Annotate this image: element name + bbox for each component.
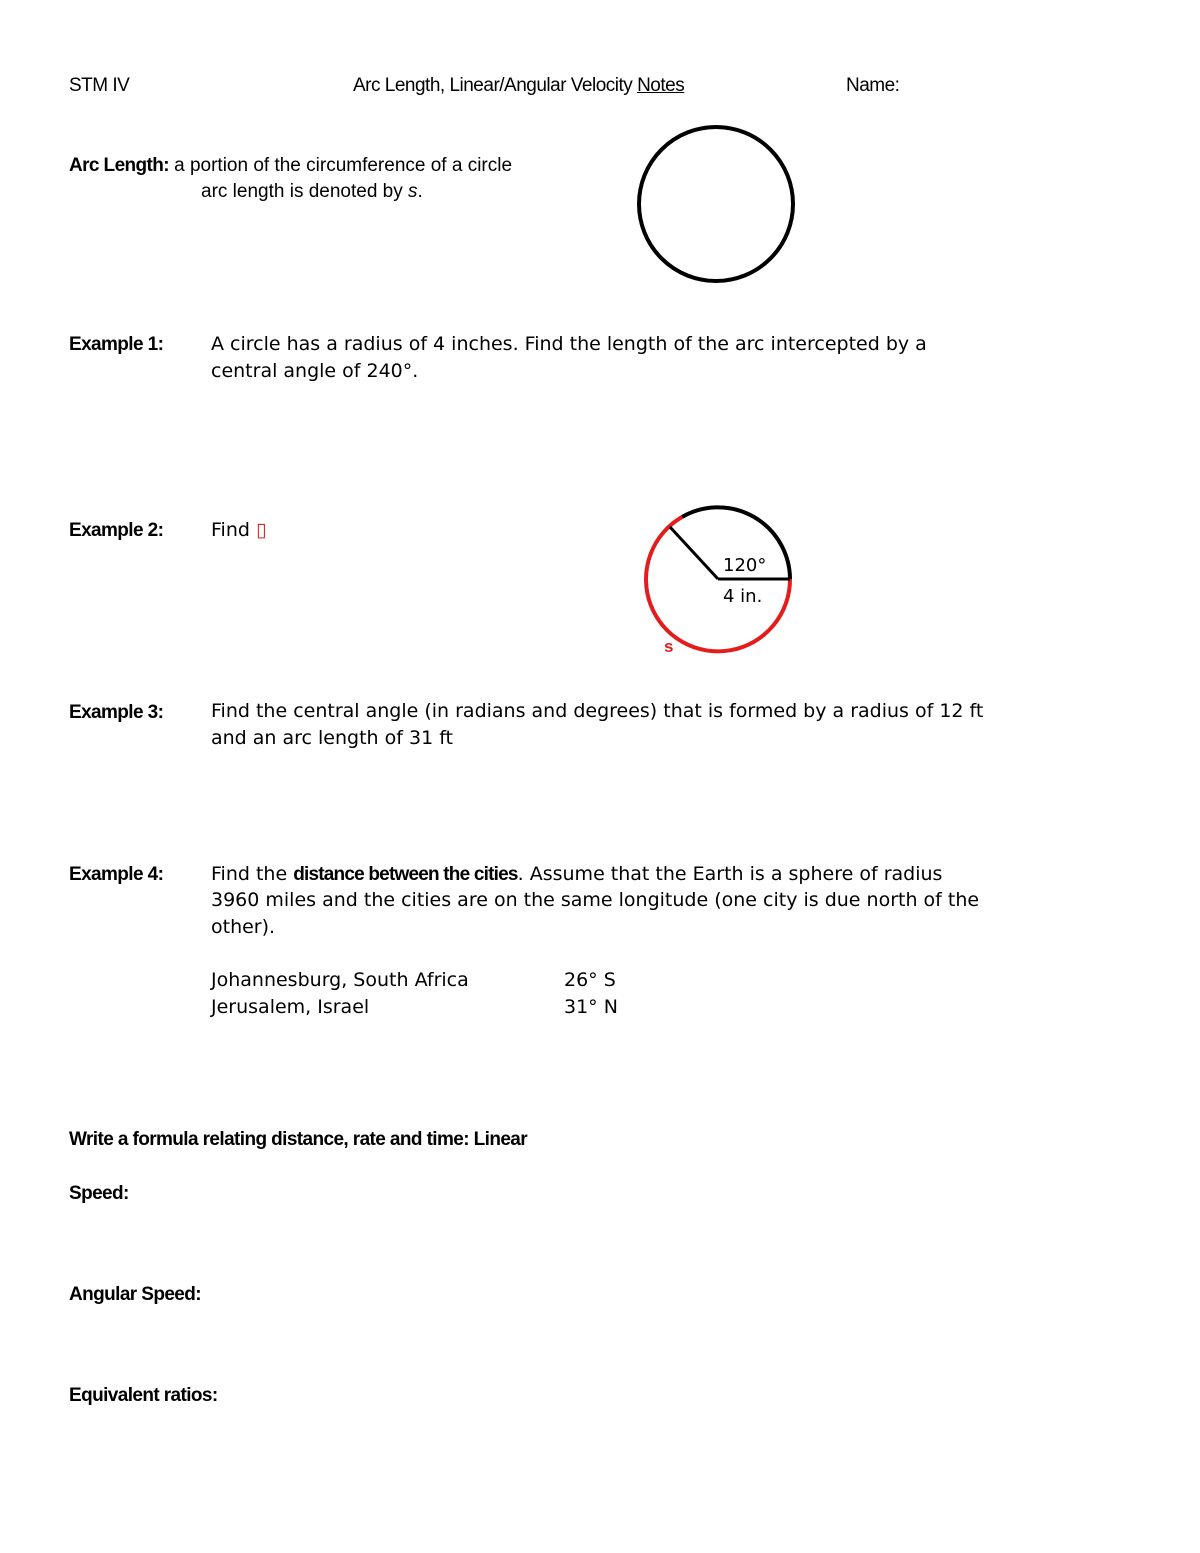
notation-suffix: . <box>417 181 423 202</box>
formula-prompt: Write a formula relating distance, rate and time: Linear <box>69 1129 528 1150</box>
major-arc-s <box>646 517 790 651</box>
angular-speed-label: Angular Speed: <box>69 1284 202 1305</box>
example4-prefix: Find the <box>211 863 294 885</box>
equivalent-ratios-label: Equivalent ratios: <box>69 1385 218 1406</box>
arc-length-text: a portion of the circumference of a circle <box>174 155 513 176</box>
example2-find: Find <box>211 519 256 541</box>
example2-label: Example 2: <box>69 520 164 541</box>
radius-label: 4 in. <box>723 586 763 607</box>
example4-line1 <box>211 861 942 888</box>
example3-line2: and an arc length of 31 ft <box>211 727 454 749</box>
page-title-notes: Notes <box>637 75 685 96</box>
page-title-main: Arc Length, Linear/Angular Velocity <box>353 75 638 96</box>
city-name-2: Jerusalem, Israel <box>211 996 370 1018</box>
course-label: STM IV <box>69 75 130 96</box>
city-name-1: Johannesburg, South Africa <box>211 969 469 991</box>
example3-line1: Find the central angle (in radians and degrees) that is formed by a radius of 12 ft <box>211 700 984 722</box>
notation-symbol: s <box>408 181 418 202</box>
example1-label: Example 1: <box>69 334 164 355</box>
angle-label: 120° <box>723 555 767 576</box>
example4-suffix: . Assume that the Earth is a sphere of radius <box>517 863 943 885</box>
example3-label: Example 3: <box>69 702 164 723</box>
city-lat-2: 31° N <box>564 996 618 1018</box>
example4-bold: distance between the cities <box>293 864 518 885</box>
arc-s-label: s <box>664 637 674 656</box>
arc-length-term: Arc Length: <box>69 155 170 176</box>
example4-line2: 3960 miles and the cities are on the same longitude (one city is due north of the <box>211 889 980 911</box>
example4-line3: other). <box>211 916 276 938</box>
speed-label: Speed: <box>69 1183 129 1204</box>
city-lat-1: 26° S <box>564 969 616 991</box>
name-label: Name: <box>846 75 900 96</box>
theta-symbol: ▯ <box>255 519 267 541</box>
radius-angled <box>670 527 718 579</box>
example4-label: Example 4: <box>69 864 164 885</box>
example1-line1: A circle has a radius of 4 inches. Find the length of the arc intercepted by a <box>211 333 927 355</box>
notation-prefix: arc length is denoted by <box>201 181 409 202</box>
example1-line2: central angle of 240°. <box>211 360 419 382</box>
